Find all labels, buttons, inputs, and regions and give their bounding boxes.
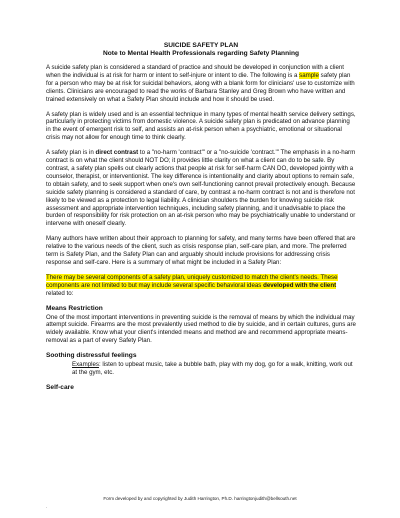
heading-soothing: Soothing distressful feelings	[46, 352, 137, 360]
highlight-sample: sample	[299, 71, 319, 79]
highlight-components: There may be several components of a safety plan, uniquely customized to match the client's needs. These components are not limited to but may include several specific behavioral ideas	[46, 273, 338, 289]
paragraph-components-tail: related to:	[46, 289, 74, 297]
heading-means-restriction: Means Restriction	[46, 304, 103, 312]
paragraph-components	[46, 274, 356, 298]
paragraph-contrast-text-b: to a "no-harm 'contract'" or a "no-suicide 'contract.'" The emphasis in a no-harm contract is on what the client should NOT DO; it provides little clarity on what a client can do to be safe. By contrast, a safety plan spells out clearly actions that people at risk for self-harm CAN DO, developed jointly with a counselor, therapist, or interventionist. The key difference is intentionality and clarity about options to remain safe, to obtain safety, and to seek support when one's own self-functioning cannot prevail protectively enough. Because suicide safety planning is considered a standard of care, by contrast a no-harm contract is not and is therefore not likely to be viewed as a protection to legal liability. A clinician shoulders the burden for knowing suicide risk assessment and appropriate intervention techniques, including safety planning, and it unadvisable to place the burden of responsibility for risk protection on an at-risk person who may be psychiatrically unable to understand or intervene with oneself clearly.	[46, 149, 356, 228]
paragraph-authors: Many authors have written about their approach to planning for safety, and many terms have been offered that are relative to the various needs of the client, such as crisis response plan, self-care plan, and more. The preferred term is Safety Plan, and the Safety Plan can and arguably should include provisions for addressing crisis response and self-care. Here is a summary of what might be included in a Safety Plan:	[46, 235, 356, 266]
highlight-developed-with-client: developed with the client	[263, 281, 337, 289]
paragraph-means-restriction: One of the most important interventions in preventing suicide is the removal of means by which the individual may attempt suicide. Firearms are the most prevalently used method to die by suicide, and in certain cultures, guns are widely available. Know what your client's intended means and method are and recommend appropriate means-removal as a part of every Safety Plan.	[46, 313, 356, 345]
paragraph-direct-contrast	[46, 149, 356, 228]
page-footer: Form developed by and copyrighted by Judith Harrington, Ph.D. harringtonjudith@bellsouth.net	[103, 496, 297, 501]
doc-title: SUICIDE SAFETY PLAN	[163, 42, 239, 49]
paragraph-widely-used: A safety plan is widely used and is an essential technique in many types of mental health service delivery settings, particularly in protecting victims from domestic violence. A suicide safety plan is predicated on advance planning in the event of emergent risk to self, and assists an at-risk person when a psychiatric, emotional or situational crisis may not allow for enough time to think clearly.	[46, 110, 356, 142]
paragraph-intro-text-b: safety plan for a person who may be at risk for suicidal behaviors, along with a blank form for clinicians' use to customize with clients. Clinicians are encouraged to read the works of Barbara Stanley and Greg Brown who have written and trained extensively on what a Safety Plan should include and how it should be used.	[46, 71, 355, 103]
bold-direct-contrast: direct contrast	[95, 149, 139, 157]
examples-text: : listen to upbeat music, take a bubble bath, play with my dog, go for a walk, knitting, work out at the gym, etc.	[72, 361, 353, 377]
doc-subtitle: Note to Mental Health Professionals regarding Safety Planning	[102, 50, 300, 57]
paragraph-intro-text-a: A suicide safety plan is considered a standard of practice and should be developed in conjunction with a client when the individual is at risk for harm or intent to self-injure or intent to die. The following is a	[46, 64, 345, 79]
examples-label: Examples	[72, 361, 99, 369]
paragraph-intro	[46, 64, 356, 104]
paragraph-soothing-examples	[46, 361, 356, 377]
heading-self-care: Self-care	[46, 384, 74, 391]
page-marker: .	[46, 504, 48, 510]
paragraph-contrast-text-a: A safety plan is in	[46, 149, 96, 157]
